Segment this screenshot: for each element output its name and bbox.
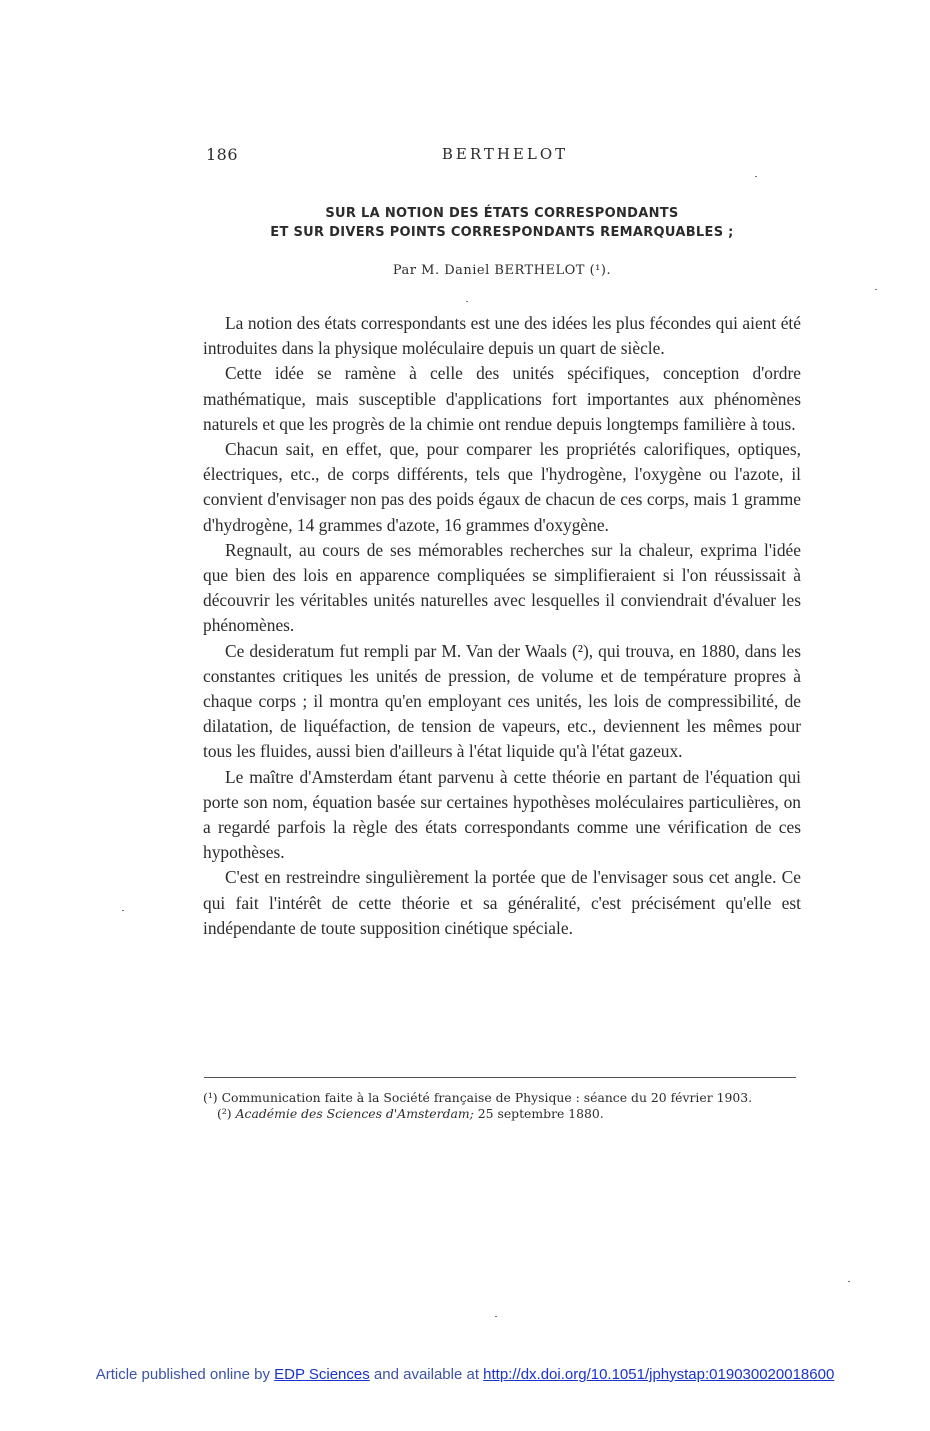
author-byline: Par M. Daniel BERTHELOT (¹). — [392, 263, 612, 278]
paragraph: Cette idée se ramène à celle des unités spécifiques, conception d'ordre mathématique, mais susceptible d'applications fort importantes aux phénomènes naturels et que les progrès de la chimie ont rendue depuis longtemps familière à tous. — [203, 363, 801, 434]
footnote-2-date: 25 septembre 1880. — [473, 1106, 604, 1121]
scan-speck — [122, 910, 124, 911]
paragraph: Chacun sait, en effet, que, pour comparer les propriétés calorifiques, optiques, électriques, etc., de corps différents, tels que l'hydrogène, l'oxygène ou l'azote, il convient d'envisager non pas des poids égaux de chacun de ces corps, mais 1 gramme d'hydrogène, 14 grammes d'azote, 16 grammes d'oxygène. — [203, 439, 801, 535]
article-title — [204, 204, 800, 242]
running-head: BERTHELOT — [441, 145, 569, 163]
scan-speck — [875, 289, 877, 290]
footnote-1: (¹) Communication faite à la Société française de Physique : séance du 20 février 1903. — [203, 1090, 753, 1105]
scan-speck — [466, 301, 468, 302]
footnote-2-source: Académie des Sciences d'Amsterdam; — [235, 1106, 474, 1121]
scan-speck — [495, 1316, 497, 1317]
paragraph: La notion des états correspondants est une des idées les plus fécondes qui aient été introduites dans la physique moléculaire depuis un quart de siècle. — [203, 313, 801, 359]
footnote-2 — [203, 1106, 801, 1122]
paragraph: Le maître d'Amsterdam étant parvenu à cette théorie en partant de l'équation qui porte son nom, équation basée sur certaines hypothèses moléculaires particulières, on a regardé parfois la règle des états correspondants comme une vérification de ces hypothèses. — [203, 766, 801, 863]
scan-speck — [755, 176, 757, 177]
publisher-prefix: Article published online by — [95, 1366, 275, 1383]
page-number: 186 — [206, 145, 239, 164]
title-line-2: ET SUR DIVERS POINTS CORRESPONDANTS REMARQUABLES ; — [270, 225, 734, 240]
paragraph: Regnault, au cours de ses mémorables recherches sur la chaleur, exprima l'idée que bien des lois en apparence compliquées se simplifieraient si l'on réussissait à découvrir les véritables unités naturelles avec lesquelles il conviendrait d'évaluer les phénomènes. — [203, 539, 801, 636]
paragraph: Ce desideratum fut rempli par M. Van der Waals (²), qui trouva, en 1880, dans les constantes critiques les unités de pression, de volume et de température propres à chaque corps ; il montra qu'en employant ces unités, les lois de compressibilité, de dilatation, de liquéfaction, de tension de vapeurs, etc., deviennent les mêmes pour tous les fluides, aussi bien d'ailleurs à l'état liquide qu'à l'état gazeux. — [203, 640, 801, 762]
publisher-middle: and available at — [369, 1366, 484, 1383]
title-line-1: SUR LA NOTION DES ÉTATS CORRESPONDANTS — [325, 206, 679, 221]
paragraph: C'est en restreindre singulièrement la portée que de l'envisager sous cet angle. Ce qui fait l'intérêt de cette théorie et sa généralité, c'est précisément qu'elle est indépendante de toute supposition cinétique spéciale. — [203, 867, 801, 938]
footnotes — [203, 1090, 801, 1122]
publisher-notice — [0, 1366, 930, 1383]
scan-speck — [848, 1281, 850, 1282]
footnote-rule — [204, 1077, 796, 1078]
publisher-link[interactable]: EDP Sciences — [274, 1366, 370, 1383]
article-body — [203, 311, 801, 941]
footnote-2-marker: (²) — [217, 1106, 236, 1121]
doi-link[interactable]: http://dx.doi.org/10.1051/jphystap:019030020018600 — [483, 1366, 835, 1383]
